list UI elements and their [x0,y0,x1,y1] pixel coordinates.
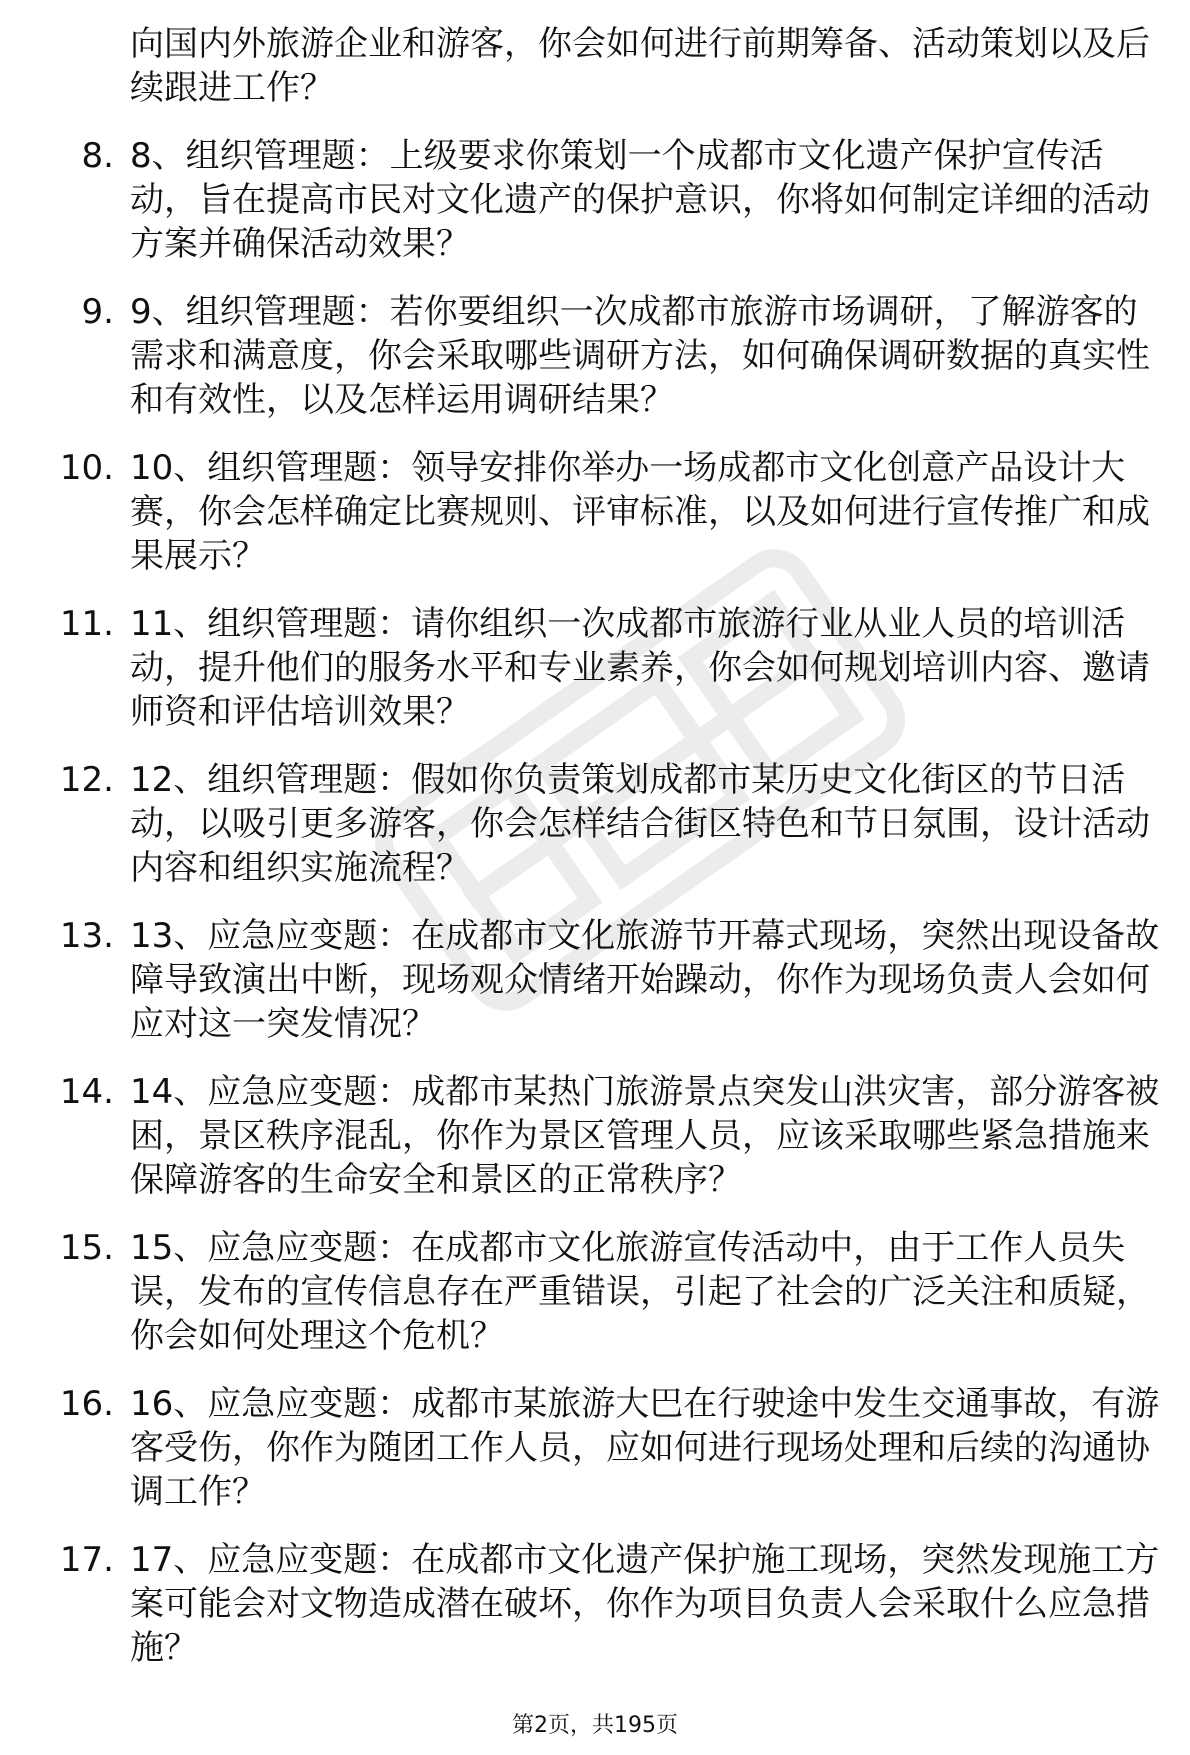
question-item [0,290,1190,422]
question-item [0,1538,1190,1670]
question-list [0,22,1190,1694]
question-item [0,602,1190,734]
question-number: 11. [59,604,114,644]
question-text: 10、组织管理题：领导安排你举办一场成都市文化创意产品设计大赛，你会怎样确定比赛规则、评审标准，以及如何进行宣传推广和成果展示？ [130,448,1150,576]
question-number: 13. [59,916,114,956]
question-number: 9. [81,292,114,332]
question-text: 17、应急应变题：在成都市文化遗产保护施工现场，突然发现施工方案可能会对文物造成潜在破坏，你作为项目负责人会采取什么应急措施？ [130,1540,1160,1668]
question-item [0,758,1190,890]
question-number: 15. [59,1228,114,1268]
question-number: 10. [59,448,114,488]
question-text: 12、组织管理题：假如你负责策划成都市某历史文化街区的节日活动，以吸引更多游客，你会怎样结合街区特色和节日氛围，设计活动内容和组织实施流程？ [130,760,1150,888]
question-text: 11、组织管理题：请你组织一次成都市旅游行业从业人员的培训活动，提升他们的服务水平和专业素养，你会如何规划培训内容、邀请师资和评估培训效果？ [130,604,1150,732]
question-item [0,914,1190,1046]
question-number: 16. [59,1384,114,1424]
question-text: 8、组织管理题：上级要求你策划一个成都市文化遗产保护宣传活动，旨在提高市民对文化遗产的保护意识，你将如何制定详细的活动方案并确保活动效果？ [130,136,1150,264]
question-text: 15、应急应变题：在成都市文化旅游宣传活动中，由于工作人员失误，发布的宣传信息存在严重错误，引起了社会的广泛关注和质疑，你会如何处理这个危机？ [130,1228,1150,1356]
question-item [0,1226,1190,1358]
question-item [0,134,1190,266]
continued-question-text: 向国内外旅游企业和游客，你会如何进行前期筹备、活动策划以及后续跟进工作？ [130,24,1150,108]
question-text: 13、应急应变题：在成都市文化旅游节开幕式现场，突然出现设备故障导致演出中断，现场观众情绪开始躁动，你作为现场负责人会如何应对这一突发情况？ [130,916,1160,1044]
question-text: 16、应急应变题：成都市某旅游大巴在行驶途中发生交通事故，有游客受伤，你作为随团工作人员，应如何进行现场处理和后续的沟通协调工作？ [130,1384,1160,1512]
page-footer: 第2页，共195页 [512,1713,678,1738]
question-item [0,446,1190,578]
question-number: 12. [59,760,114,800]
question-text: 9、组织管理题：若你要组织一次成都市旅游市场调研，了解游客的需求和满意度，你会采取哪些调研方法，如何确保调研数据的真实性和有效性，以及怎样运用调研结果？ [130,292,1150,420]
question-number: 14. [59,1072,114,1112]
question-item [0,1070,1190,1202]
question-text: 14、应急应变题：成都市某热门旅游景点突发山洪灾害，部分游客被困，景区秩序混乱，你作为景区管理人员，应该采取哪些紧急措施来保障游客的生命安全和景区的正常秩序？ [130,1072,1160,1200]
question-item [0,1382,1190,1514]
question-number: 17. [59,1540,114,1580]
question-number: 8. [81,136,114,176]
